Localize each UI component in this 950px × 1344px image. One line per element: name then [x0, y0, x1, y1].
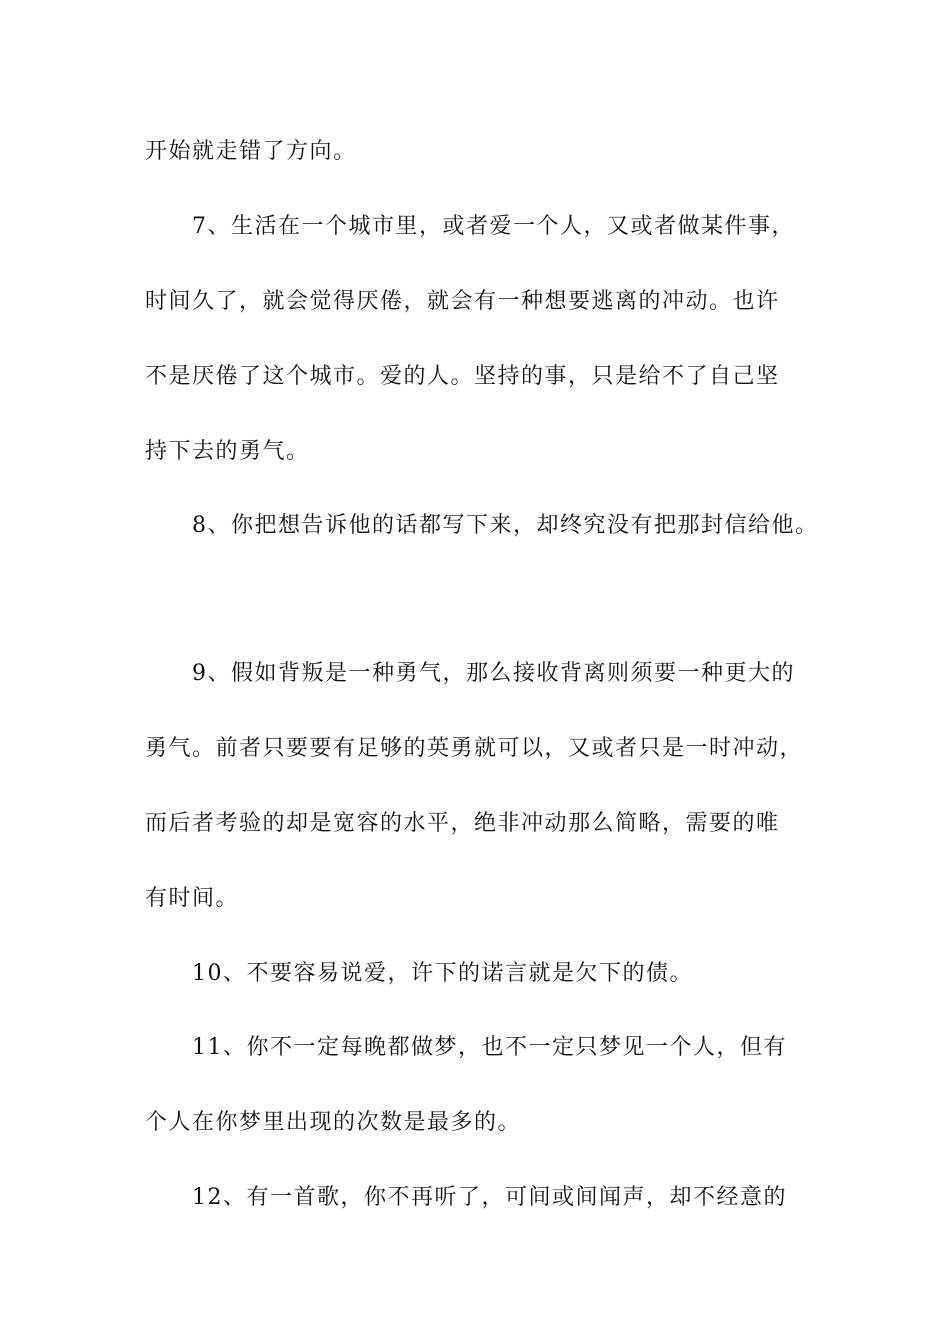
paragraph-8-line-1: 8、你把想告诉他的话都写下来，却终究没有把那封信给他。: [192, 513, 819, 538]
text-line: 开始就走错了方向。: [145, 139, 357, 164]
paragraph-9-line-4: 有时间。: [145, 886, 240, 911]
paragraph-11-line-2: 个人在你梦里出现的次数是最多的。: [145, 1110, 522, 1135]
paragraph-7-line-2: 时间久了，就会觉得厌倦，就会有一种想要逃离的冲动。也许: [145, 289, 780, 314]
paragraph-9-line-3: 而后者考验的却是宽容的水平，绝非冲动那么简略，需要的唯: [145, 811, 780, 836]
paragraph-11-line-1: 11、你不一定每晚都做梦，也不一定只梦见一个人，但有: [192, 1035, 787, 1060]
paragraph-7-line-3: 不是厌倦了这个城市。爱的人。坚持的事，只是给不了自己坚: [145, 364, 780, 389]
paragraph-9-line-1: 9、假如背叛是一种勇气，那么接收背离则须要一种更大的: [192, 661, 795, 686]
paragraph-7-line-4: 持下去的勇气。: [145, 439, 310, 464]
paragraph-10-line-1: 10、不要容易说爱，许下的诺言就是欠下的债。: [192, 961, 693, 986]
paragraph-9-line-2: 勇气。前者只要要有足够的英勇就可以，又或者只是一时冲动，: [145, 736, 804, 761]
paragraph-12-line-1: 12、有一首歌，你不再听了，可间或间闻声，却不经意的: [192, 1185, 787, 1210]
paragraph-7-line-1: 7、生活在一个城市里，或者爱一个人，又或者做某件事，: [192, 214, 795, 239]
